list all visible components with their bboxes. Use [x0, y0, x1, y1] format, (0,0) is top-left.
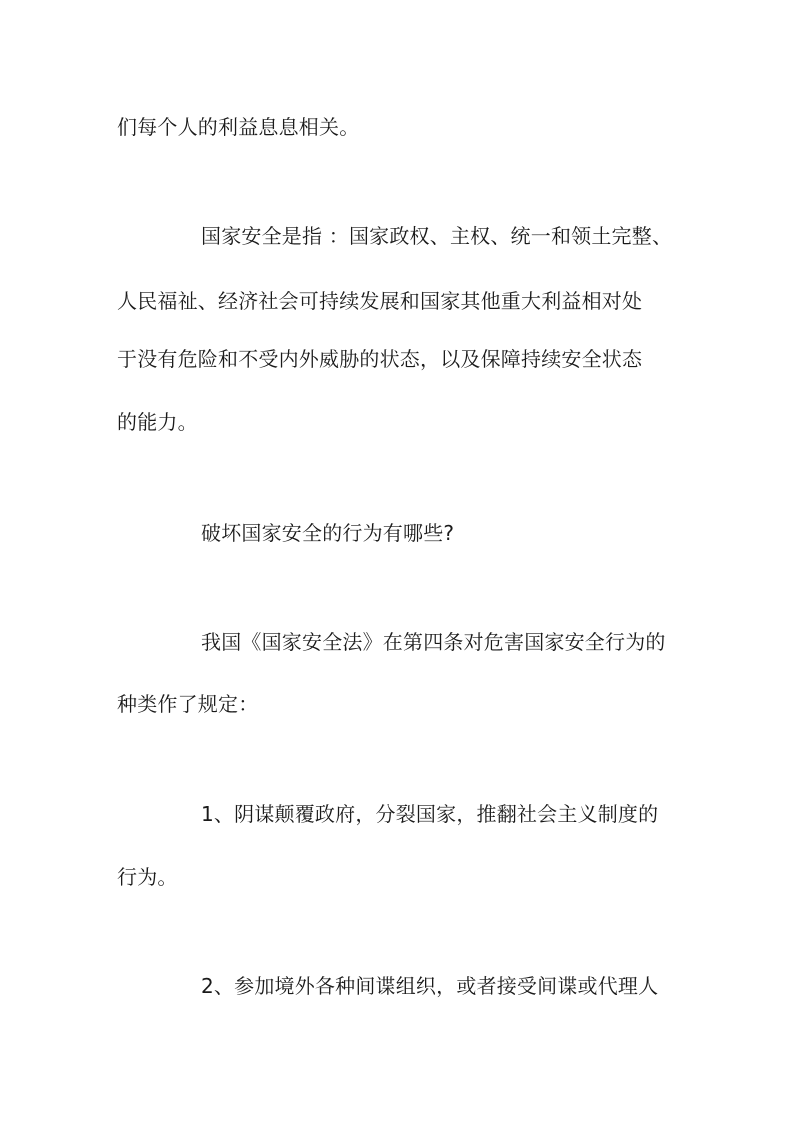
- paragraph-line: 于没有危险和不受内外威胁的状态，以及保障持续安全状态: [117, 347, 643, 371]
- paragraph-line: 的能力。: [117, 410, 198, 434]
- section-question: 破坏国家安全的行为有哪些?: [201, 521, 455, 545]
- list-item-line: 行为。: [117, 865, 178, 889]
- list-item-line: 1、阴谋颠覆政府，分裂国家，推翻社会主义制度的: [201, 802, 659, 826]
- paragraph-line: 们每个人的利益息息相关。: [117, 115, 360, 139]
- list-item-line: 2、参加境外各种间谍组织，或者接受间谍或代理人: [201, 974, 659, 998]
- paragraph-line: 种类作了规定：: [117, 692, 259, 716]
- paragraph-line: 人民福祉、经济社会可持续发展和国家其他重大利益相对处: [117, 289, 643, 313]
- paragraph-line: 我国《国家安全法》在第四条对危害国家安全行为的: [201, 630, 666, 654]
- paragraph-line: 国家安全是指 ：国家政权、主权、统一和领土完整、: [201, 224, 673, 248]
